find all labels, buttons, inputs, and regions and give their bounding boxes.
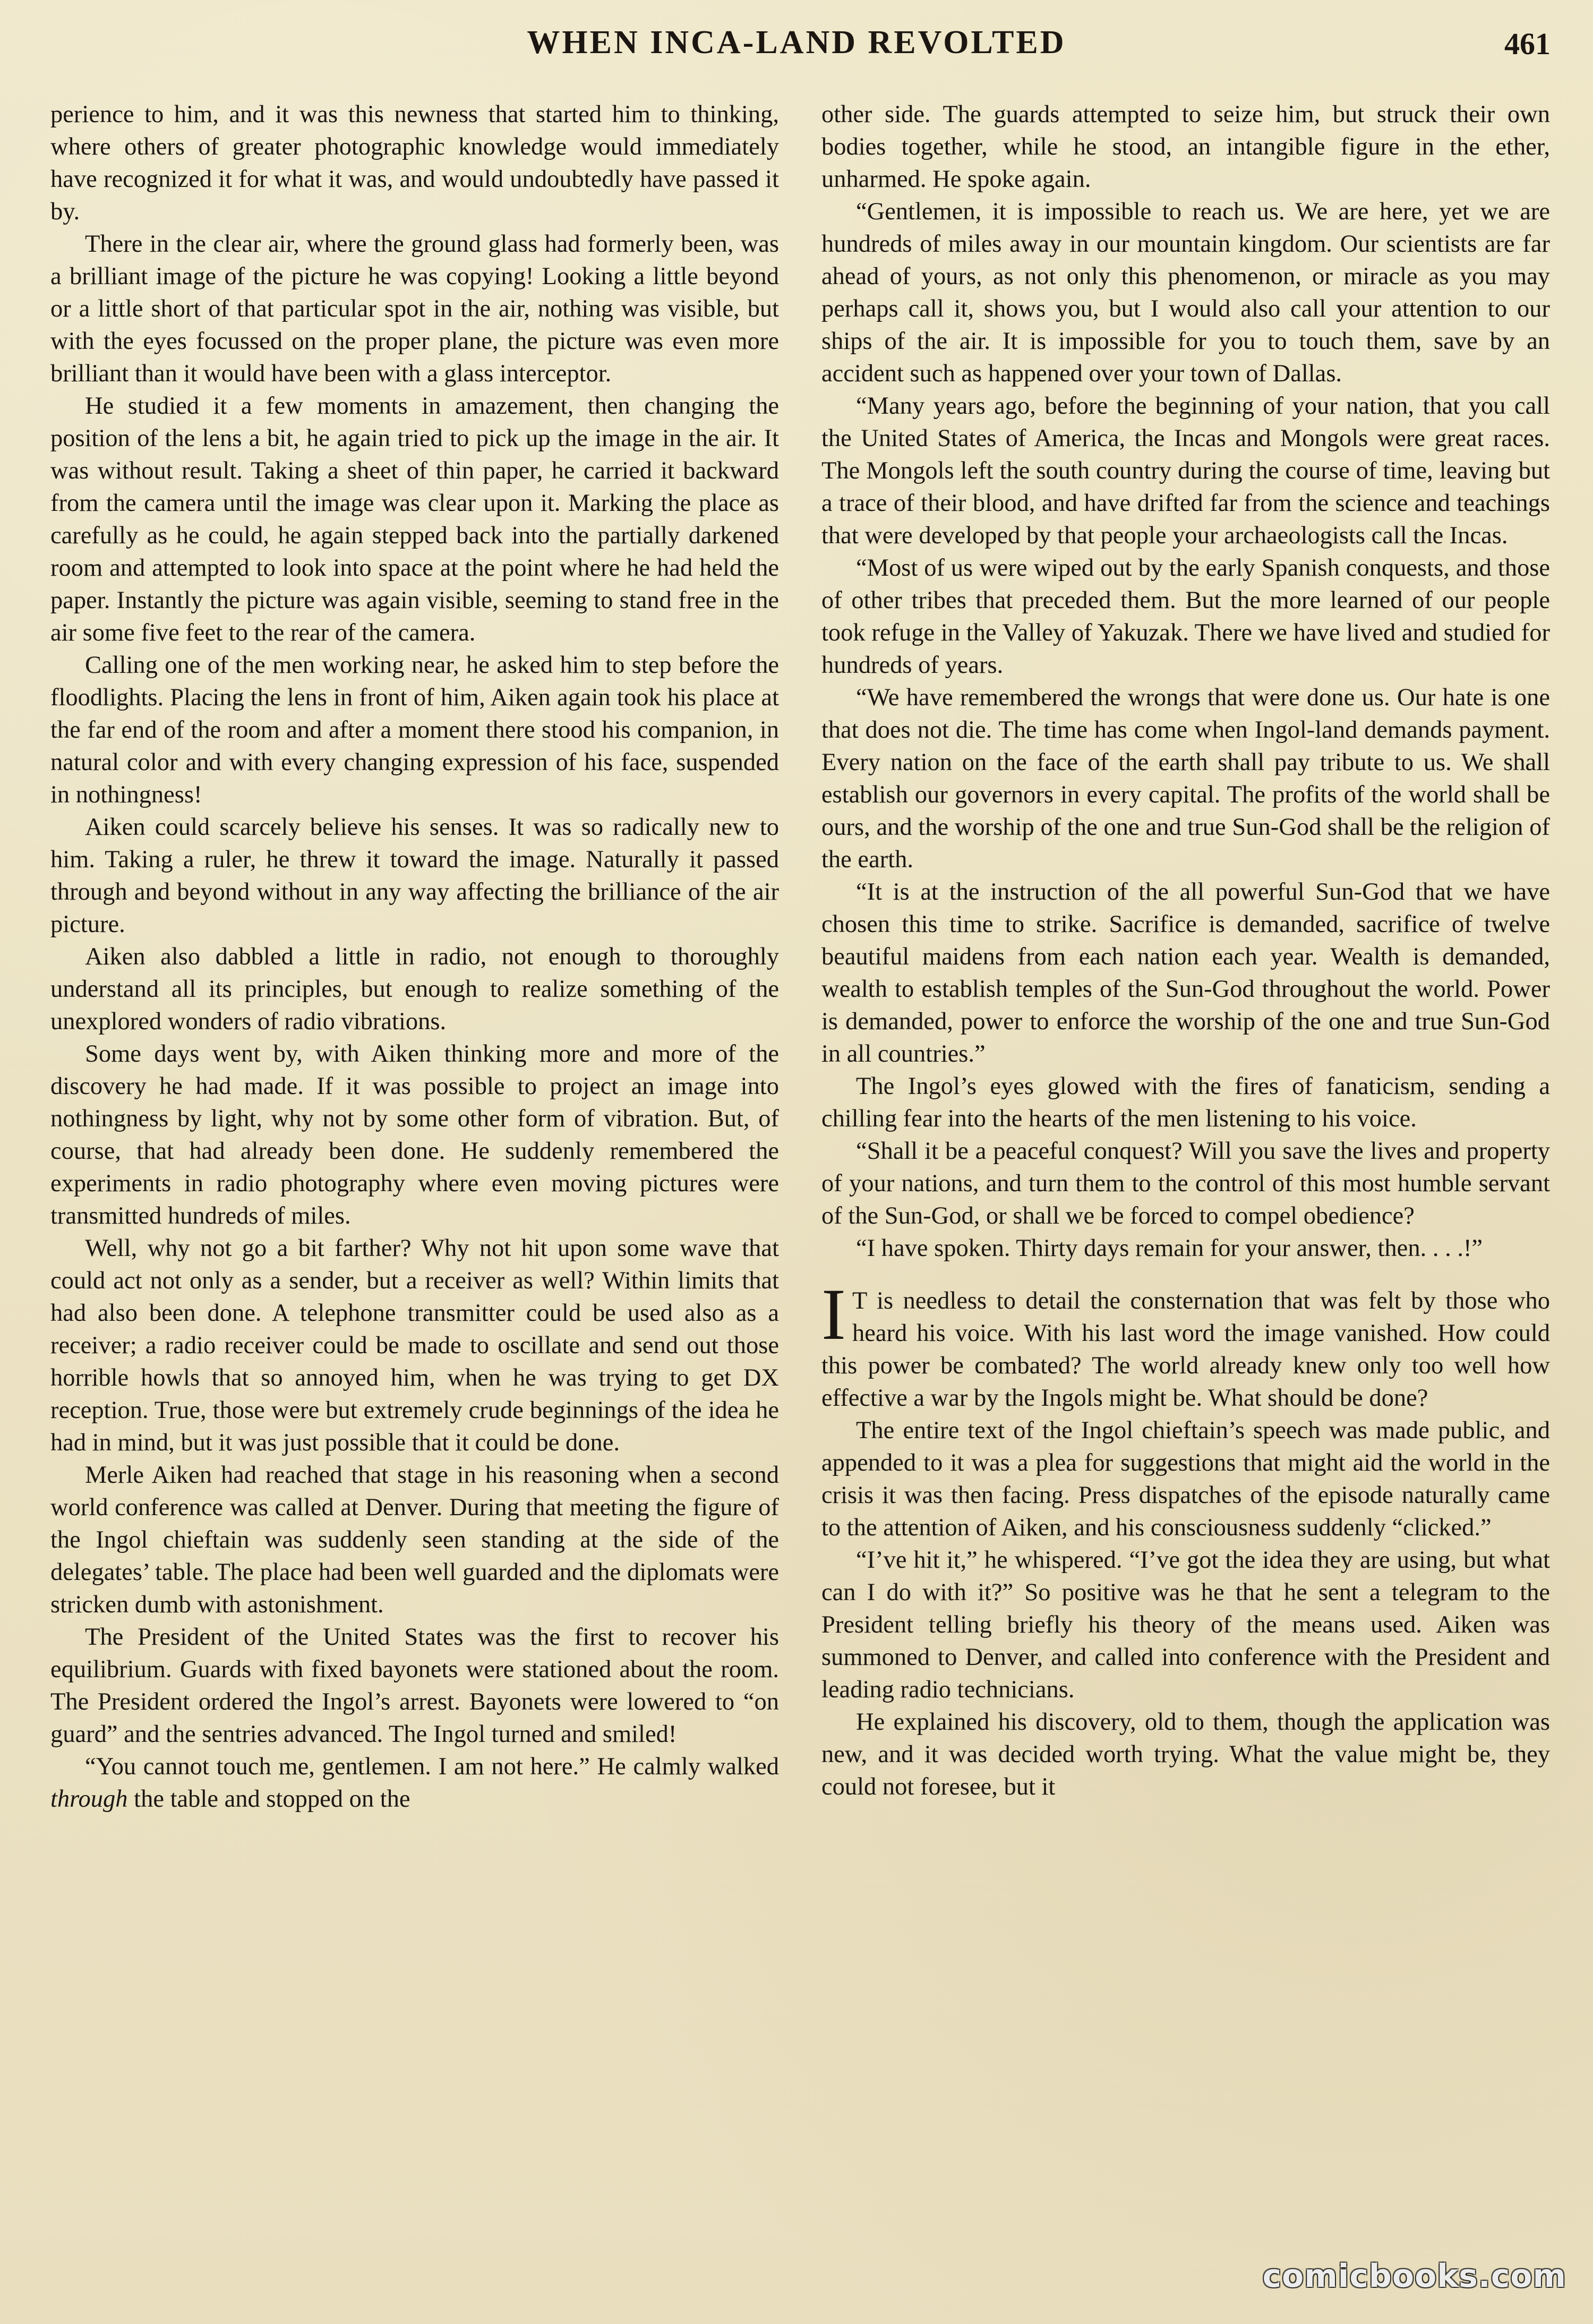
site-watermark: comicbooks.com (1262, 2258, 1566, 2295)
paragraph: Merle Aiken had reached that stage in his reasoning when a second world conference was called at Denver. During that meeting the figure of the Ingol chieftain was suddenly seen standing at the side of the delegates’ table. The place had been well guarded and the diplomats were stricken dumb with astonishment. (50, 1462, 779, 1618)
paragraph: He explained his discovery, old to them, though the application was new, and it was decided worth trying. What the value might be, they could not foresee, but it (821, 1708, 1550, 1800)
paragraph: Well, why not go a bit farther? Why not hit upon some wave that could act not only as a sender, but a receiver as well? Within limits that had also been done. A telephone transmitter could be used also as a receiver; a radio receiver could be made to oscillate and send out those horrible howls that so annoyed him, when he was trying to get DX reception. True, those were but extremely crude beginnings of the idea he had in mind, but it was just possible that it could be done. (50, 1235, 779, 1456)
paragraph: “Many years ago, before the beginning of your nation, that you call the United States of America, the Incas and Mongols were great races. The Mongols left the south country during the course of time, leaving but a trace of their blood, and have drifted far from the science and teachings that were developed by that people your archaeologists call the Incas. (821, 392, 1550, 549)
paragraph: Aiken could scarcely believe his senses. It was so radically new to him. Taking a ruler, he threw it toward the image. Naturally it passed through and beyond without in any way affecting the brilliance of the air picture. (50, 814, 779, 938)
paragraph: other side. The guards attempted to seize him, but struck their own bodies together, while he stood, an intangible figure in the ether, unharmed. He spoke again. (821, 101, 1550, 193)
paragraph: “Shall it be a peaceful conquest? Will you save the lives and property of your nations, and turn them to the control of this most humble servant of the Sun-God, or shall we be forced to compel obedience? (821, 1138, 1550, 1229)
paragraph: Calling one of the men working near, he asked him to step before the floodlights. Placing the lens in front of him, Aiken again took his place at the far end of the room and after a moment there stood his companion, in natural color and with every changing expression of his face, suspended in nothingness! (50, 652, 779, 808)
paragraph-text: the table and stopped on the (127, 1785, 410, 1813)
paragraph: perience to him, and it was this newness that started him to thinking, where others of greater photographic knowledge would immediately have recognized it for what it was, and would undoubtedly have passed it by. (50, 101, 779, 225)
page-header (0, 24, 1593, 72)
paragraph: The Ingol’s eyes glowed with the fires of fanaticism, sending a chilling fear into the hearts of the men listening to his voice. (821, 1073, 1550, 1132)
italic-emphasis: through (50, 1785, 128, 1813)
paragraph: “Most of us were wiped out by the early Spanish conquests, and those of other tribes that preceded them. But the more learned of our people took refuge in the Valley of Yakuzak. There we have lived and studied for hundreds of years. (821, 554, 1550, 679)
paragraph: There in the clear air, where the ground glass had formerly been, was a brilliant image of the picture he was copying! Looking a little beyond or a little short of that particular spot in the air, nothing was visible, but with the eyes focussed on the proper plane, the picture was even more brilliant than it would have been with a glass interceptor. (50, 230, 779, 387)
paragraph: “We have remembered the wrongs that were done us. Our hate is one that does not die. The time has come when Ingol-land demands payment. Every nation on the face of the earth shall pay tribute to us. We shall establish our governors in every capital. The profits of the world shall be ours, and the worship of the one and true Sun-God shall be the religion of the earth. (821, 684, 1550, 873)
paragraph: “I’ve hit it,” he whispered. “I’ve got the idea they are using, but what can I do with it?” So positive was he that he sent a telegram to the President telling briefly his theory of the means used. Aiken was summoned to Denver, and called into conference with the President and leading radio technicians. (821, 1547, 1550, 1703)
page-number: 461 (1504, 27, 1551, 61)
drop-cap: I (821, 1274, 846, 1355)
paragraph: “I have spoken. Thirty days remain for your answer, then. . . .!” (856, 1235, 1483, 1262)
left-column (50, 98, 779, 2260)
section-opening-paragraph (821, 1274, 1550, 1414)
paragraph: “Gentlemen, it is impossible to reach us. We are here, yet we are hundreds of miles away in our mountain kingdom. Our scientists are far ahead of yours, as not only this phenomenon, or miracle as you may perhaps call it, shows you, but I would also call your attention to our ships of the air. It is impossible for you to touch them, save by an accident such as happened over your town of Dallas. (821, 198, 1550, 387)
paragraph: “It is at the instruction of the all powerful Sun-God that we have chosen this time to strike. Sacrifice is demanded, sacrifice of twelve beautiful maidens from each nation each year. Wealth is demanded, wealth to establish temples of the Sun-God throughout the world. Power is demanded, power to enforce the worship of the one and true Sun-God in all countries.” (821, 878, 1550, 1067)
paragraph: Some days went by, with Aiken thinking more and more of the discovery he had made. If it was possible to project an image into nothingness by light, why not by some other form of vibration. But, of course, that had already been done. He suddenly remembered the experiments in radio photography where even moving pictures were transmitted hundreds of miles. (50, 1040, 779, 1229)
paragraph (50, 1750, 779, 1815)
paragraph: The entire text of the Ingol chieftain’s speech was made public, and appended to it was a plea for suggestions that might aid the world in the crisis it was then facing. Press dispatches of the episode naturally came to the attention of Aiken, and his consciousness suddenly “clicked.” (821, 1417, 1550, 1541)
paragraph-text: T is needless to detail the consternation that was felt by those who heard his voice. With his last word the image vanished. How could this power be combated? The world already knew only too well how effective a war by the Ingols might be. What should be done? (821, 1287, 1550, 1412)
paragraph: Aiken also dabbled a little in radio, not enough to thoroughly understand all its principles, but enough to realize something of the unexplored wonders of radio vibrations. (50, 943, 779, 1035)
running-title: WHEN INCA-LAND REVOLTED (527, 24, 1066, 61)
paragraph: He studied it a few moments in amazement, then changing the position of the lens a bit, he again tried to pick up the image in the air. It was without result. Taking a sheet of thin paper, he carried it backward from the camera until the image was clear upon it. Marking the place as carefully as he could, he again stepped back into the partially darkened room and attempted to look into space at the point where he had held the paper. Instantly the picture was again visible, seeming to stand free in the air some five feet to the rear of the camera. (50, 392, 779, 646)
article-columns (50, 98, 1551, 2260)
paragraph-text: “You cannot touch me, gentlemen. I am not here.” He calmly walked (85, 1753, 779, 1780)
paragraph: The President of the United States was the first to recover his equilibrium. Guards with fixed bayonets were stationed about the room. The President ordered the Ingol’s arrest. Bayonets were lowered to “on guard” and the sentries advanced. The Ingol turned and smiled! (50, 1624, 779, 1748)
right-column (821, 98, 1550, 2260)
